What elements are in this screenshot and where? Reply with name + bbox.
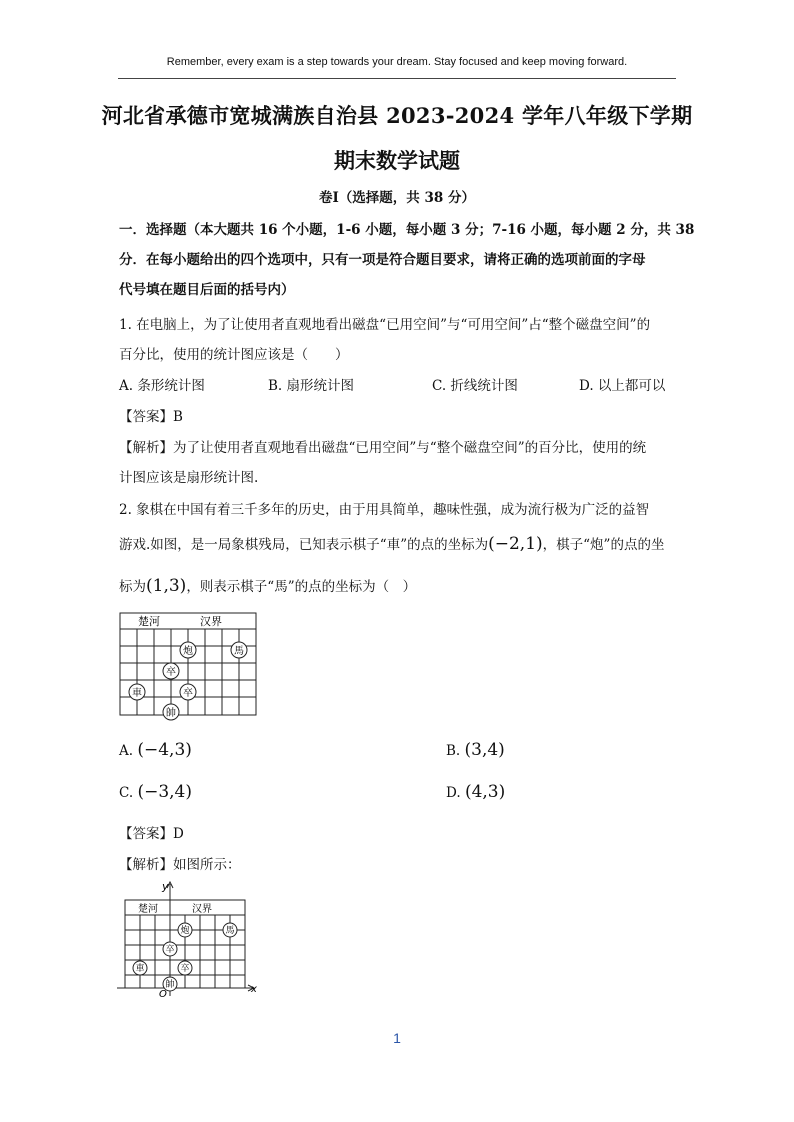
q2-stem-text-b: ，棋子“炮”的点的坐: [542, 537, 665, 553]
board-banner-right: 汉界: [200, 615, 222, 628]
origin-label: O: [159, 989, 167, 1000]
piece-shuai: [163, 704, 179, 720]
header-divider: [118, 78, 676, 79]
piece-che: [129, 684, 145, 700]
q2-stem-line1: 2. 象棋在中国有着三千多年的历史，由于用具简单，趣味性强，成为流行极为广泛的益智: [119, 502, 650, 518]
svg-text:馬: 馬: [234, 646, 244, 657]
svg-text:卒: 卒: [165, 945, 175, 955]
q1-stem-line1: 1. 在电脑上，为了让使用者直观地看出磁盘“已用空间”与“可用空间”占“整个磁盘空间”的: [119, 317, 651, 333]
instructions-line3: 代号填在题目后面的括号内）: [119, 282, 295, 298]
solution-piece-shuai: [163, 977, 177, 991]
solution-banner-left: 楚河: [138, 904, 158, 915]
y-axis-label: y: [162, 880, 169, 893]
q2-option-c: C. (−3,4): [119, 782, 192, 802]
solution-figure: [115, 878, 265, 1000]
q2-stem-text-a: 游戏.如图，是一局象棋残局，已知表示棋子“車”的点的坐标为: [119, 537, 489, 553]
svg-text:炮: 炮: [180, 926, 190, 936]
svg-text:帥: 帥: [166, 708, 176, 719]
svg-text:帥: 帥: [165, 980, 175, 990]
piece-pao: [180, 642, 196, 658]
q2-option-a-value: (−4,3): [137, 740, 192, 760]
svg-text:車: 車: [132, 688, 142, 699]
q2-stem-line2: [119, 533, 664, 554]
solution-banner-right: 汉界: [192, 904, 212, 915]
instructions-line1: 一．选择题（本大题共 16 个小题，1-6 小题，每小题 3 分；7-16 小题，每小题 2 分，共 38: [119, 222, 695, 238]
q2-analysis: 【解析】如图所示：: [119, 857, 241, 873]
svg-text:炮: 炮: [183, 646, 193, 657]
q1-option-d: D. 以上都可以: [579, 378, 666, 394]
section-heading: 卷Ⅰ（选择题，共 38 分）: [318, 190, 475, 206]
q1-option-b: B. 扇形统计图: [268, 378, 355, 394]
q2-option-b-value: (3,4): [464, 740, 505, 760]
solution-piece-ma: [223, 923, 237, 937]
doc-title-line2: 期末数学试题: [334, 148, 460, 173]
svg-text:車: 車: [135, 964, 145, 974]
piece-zu-2: [180, 684, 196, 700]
q1-answer: 【答案】B: [119, 409, 183, 425]
q2-coord-che: (−2,1): [488, 534, 543, 554]
solution-piece-zu-1: [163, 942, 177, 956]
svg-text:馬: 馬: [225, 926, 235, 936]
solution-piece-che: [133, 961, 147, 975]
q1-option-c: C. 折线统计图: [432, 378, 518, 394]
q2-stem-text-d: ，则表示棋子“馬”的点的坐标为（ ）: [186, 579, 417, 595]
q1-analysis-line1: 【解析】为了让使用者直观地看出磁盘“已用空间”与“整个磁盘空间”的百分比，使用的统: [119, 440, 647, 456]
q2-stem-text-c: 标为: [119, 579, 146, 595]
svg-text:卒: 卒: [180, 964, 190, 974]
piece-zu-1: [163, 663, 179, 679]
solution-piece-zu-2: [178, 961, 192, 975]
board-banner-left: 楚河: [138, 615, 160, 628]
q2-option-b: B. (3,4): [446, 740, 505, 760]
header-motto: Remember, every exam is a step towards your dream. Stay focused and keep moving forward.: [166, 56, 628, 68]
q2-option-c-value: (−3,4): [137, 782, 192, 802]
q2-option-d: D. (4,3): [446, 782, 506, 802]
page-number: 1: [393, 1030, 401, 1046]
x-axis-label: x: [251, 984, 257, 995]
piece-ma: [231, 642, 247, 658]
q2-stem-line3: [119, 575, 416, 596]
q1-option-a: A. 条形统计图: [119, 378, 205, 394]
doc-title-line1: 河北省承德市宽城满族自治县 2023-2024 学年八年级下学期: [101, 103, 693, 128]
q1-stem-line2: 百分比，使用的统计图应该是（ ）: [119, 347, 349, 363]
solution-piece-pao: [178, 923, 192, 937]
q1-analysis-line2: 计图应该是扇形统计图.: [119, 470, 259, 486]
q2-option-a: A. (−4,3): [119, 740, 192, 760]
q2-coord-pao: (1,3): [146, 576, 187, 596]
instructions-line2: 分．在每小题给出的四个选项中，只有一项是符合题目要求，请将正确的选项前面的字母: [119, 252, 646, 268]
svg-text:卒: 卒: [166, 667, 176, 678]
svg-text:卒: 卒: [183, 688, 193, 699]
q2-option-d-value: (4,3): [464, 782, 506, 802]
q2-answer: 【答案】D: [119, 826, 184, 842]
chess-board-figure: [119, 612, 259, 724]
